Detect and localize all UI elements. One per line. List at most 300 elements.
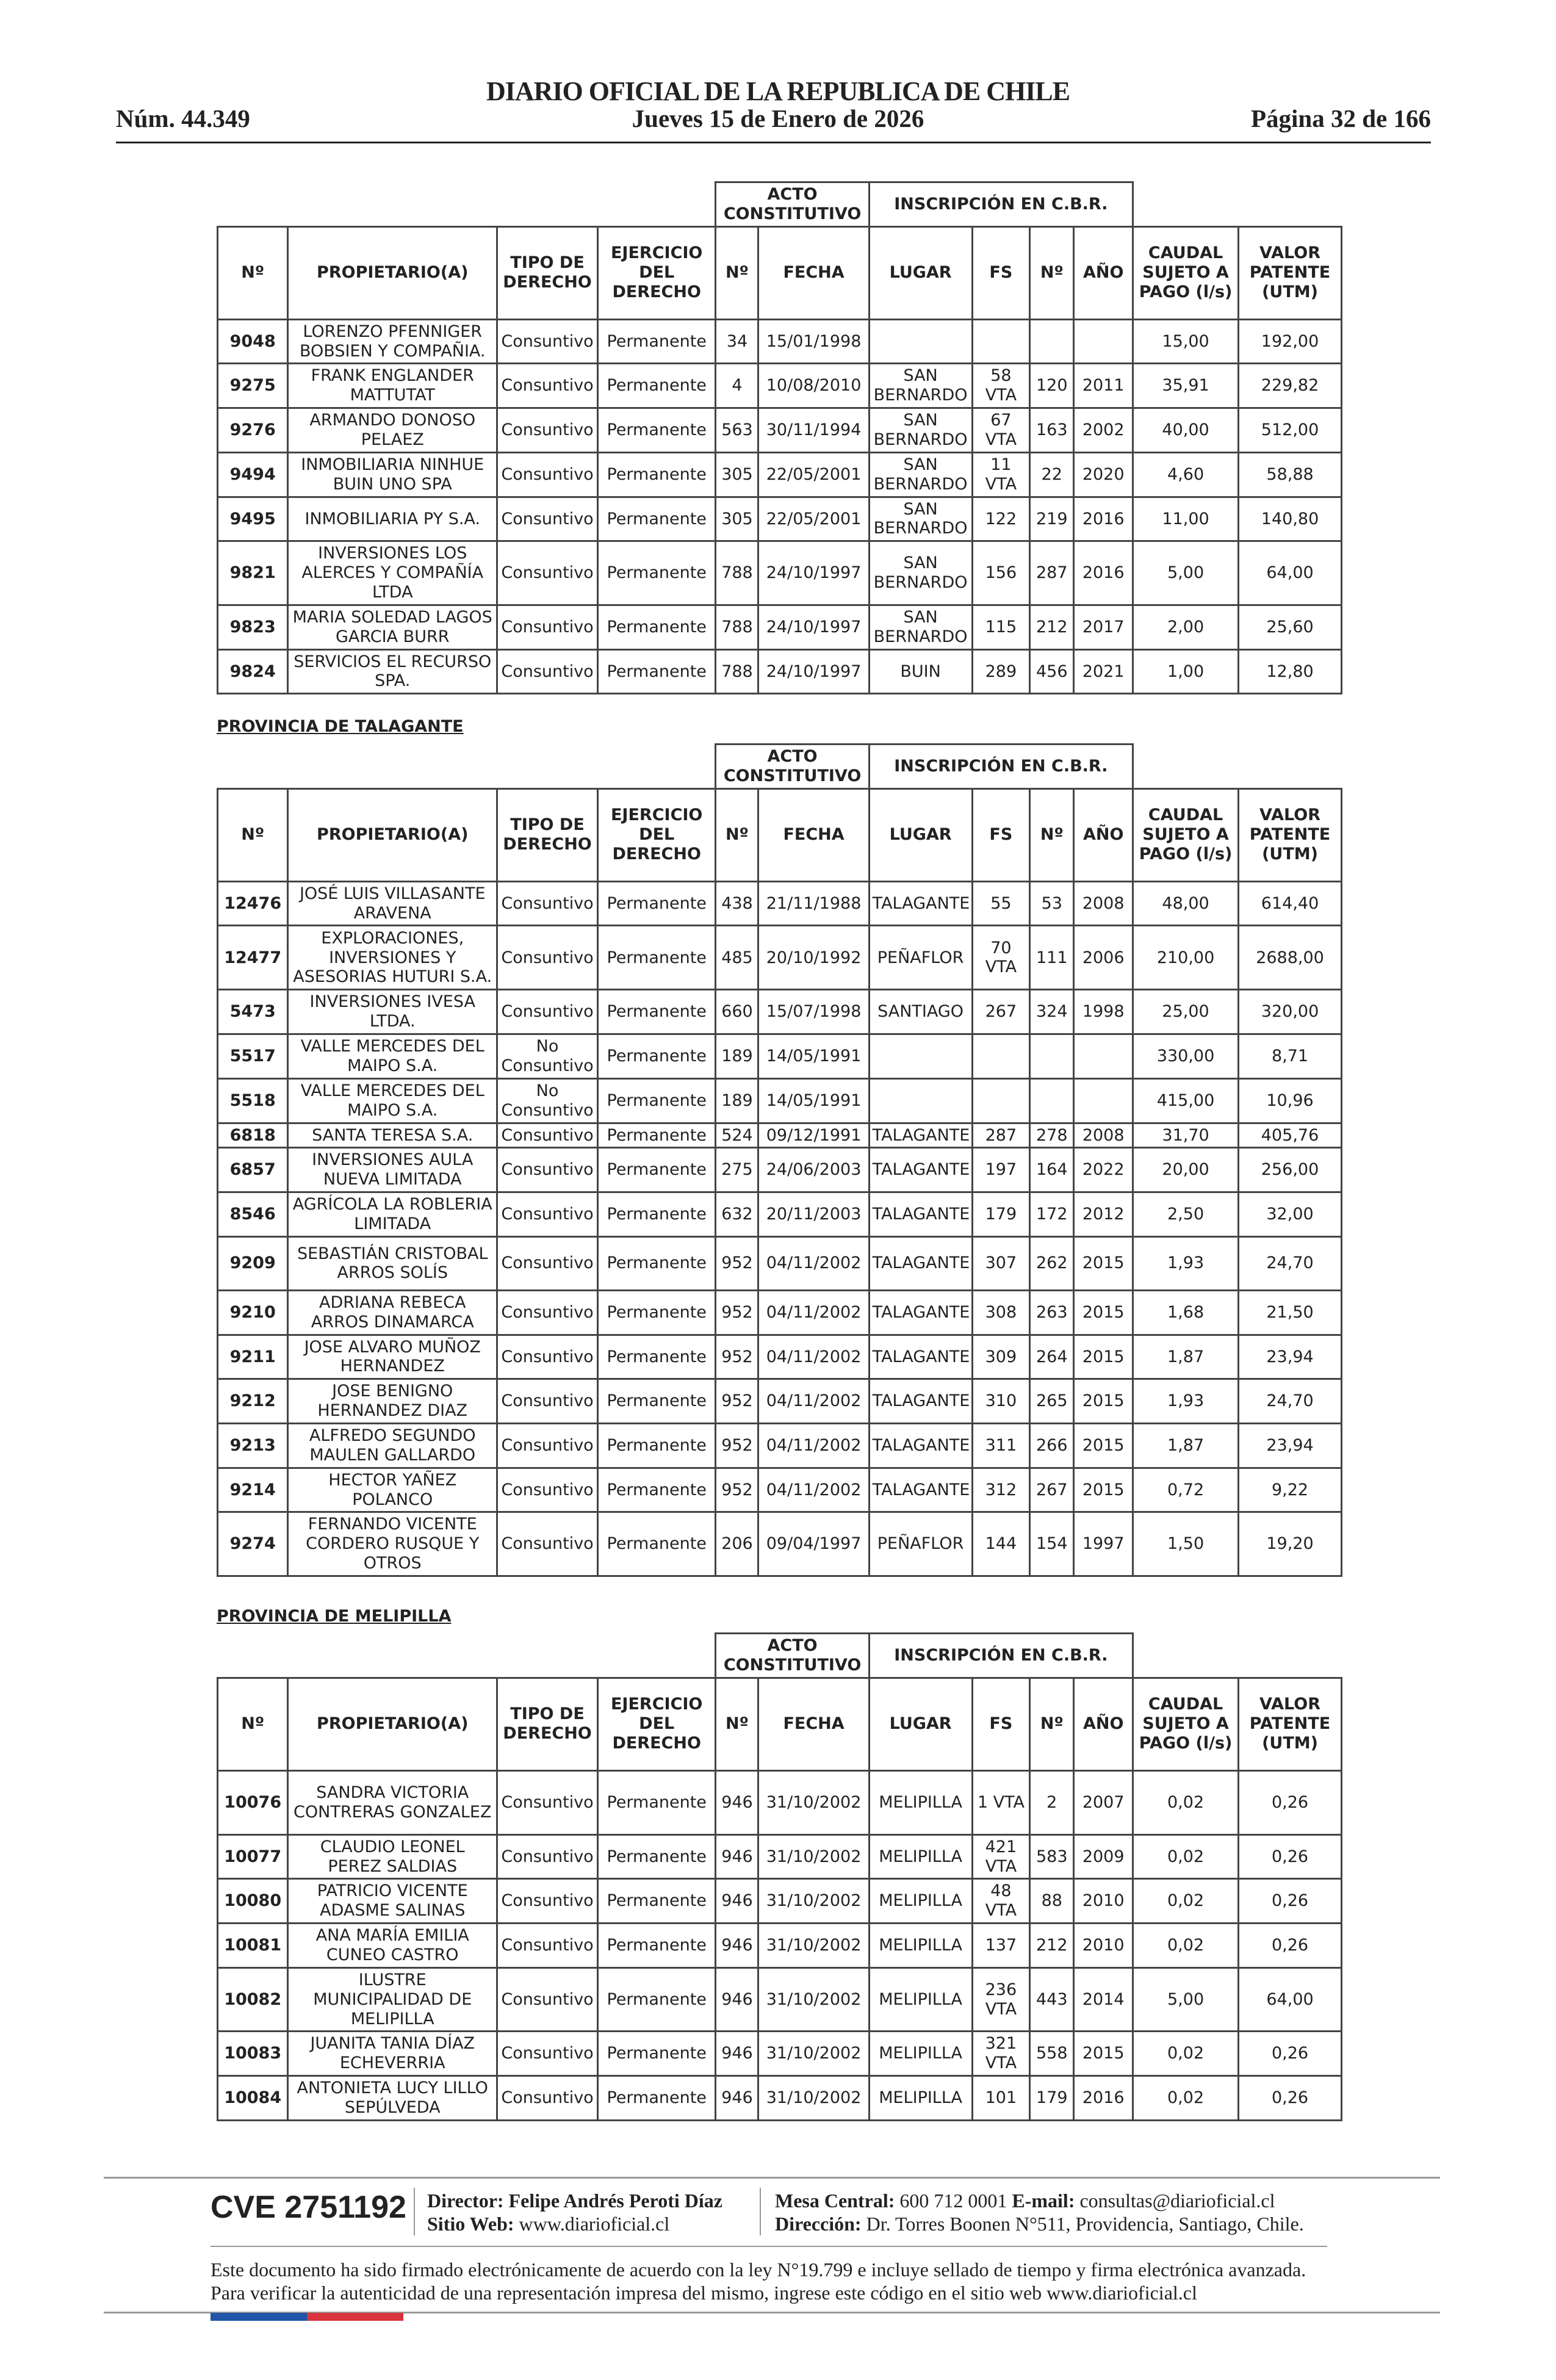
cell-exercise: Permanente bbox=[597, 1924, 716, 1968]
cell-registry-number: 264 bbox=[1030, 1335, 1074, 1379]
cell-patent-value: 0,26 bbox=[1239, 1924, 1342, 1968]
cell-exercise: Permanente bbox=[597, 881, 716, 926]
column-header-propietario: PROPIETARIO(A) bbox=[288, 788, 497, 881]
header-acto-constitutivo: ACTO CONSTITUTIVO bbox=[716, 182, 869, 227]
column-header-caudal: CAUDAL SUJETO A PAGO (l/s) bbox=[1133, 1678, 1239, 1770]
cell-owner: ILUSTRE MUNICIPALIDAD DE MELIPILLA bbox=[288, 1967, 497, 2032]
cell-right-type: Consuntivo bbox=[497, 1236, 598, 1290]
cell-year: 2022 bbox=[1074, 1148, 1133, 1192]
email-link[interactable]: consultas@diarioficial.cl bbox=[1079, 2190, 1275, 2212]
cell-number: 9274 bbox=[218, 1512, 288, 1576]
cell-exercise: Permanente bbox=[597, 1290, 716, 1335]
cell-flow: 48,00 bbox=[1133, 881, 1239, 926]
cell-place: TALAGANTE bbox=[869, 881, 972, 926]
cell-place: TALAGANTE bbox=[869, 1123, 972, 1148]
cell-date: 14/05/1991 bbox=[758, 1078, 869, 1123]
cell-place: MELIPILLA bbox=[869, 1770, 972, 1834]
cell-flow: 1,68 bbox=[1133, 1290, 1239, 1335]
header-blank bbox=[1133, 1634, 1342, 1678]
cell-year: 2017 bbox=[1074, 605, 1133, 649]
cell-number: 10082 bbox=[218, 1967, 288, 2032]
cell-place: MELIPILLA bbox=[869, 1924, 972, 1968]
cell-patent-value: 32,00 bbox=[1239, 1192, 1342, 1237]
cell-patent-value: 0,26 bbox=[1239, 1770, 1342, 1834]
column-header-lugar: LUGAR bbox=[869, 1678, 972, 1770]
cell-date: 31/10/2002 bbox=[758, 1924, 869, 1968]
table-row bbox=[218, 1123, 1342, 1148]
header-inscripcion-cbr: INSCRIPCIÓN EN C.B.R. bbox=[869, 1634, 1133, 1678]
web-link[interactable]: www.diarioficial.cl bbox=[519, 2213, 670, 2235]
cell-act-number: 788 bbox=[716, 541, 758, 605]
cell-act-number: 788 bbox=[716, 649, 758, 694]
cell-year: 2016 bbox=[1074, 497, 1133, 541]
cell-owner: FERNANDO VICENTE CORDERO RUSQUE Y OTROS bbox=[288, 1512, 497, 1576]
cell-date: 20/10/1992 bbox=[758, 926, 869, 990]
cell-number: 10076 bbox=[218, 1770, 288, 1834]
cell-right-type: Consuntivo bbox=[497, 649, 598, 694]
cell-number: 10083 bbox=[218, 2032, 288, 2076]
table-row bbox=[218, 926, 1342, 990]
cell-owner: ANA MARÍA EMILIA CUNEO CASTRO bbox=[288, 1924, 497, 1968]
cell-fs: 310 bbox=[972, 1379, 1030, 1424]
cell-exercise: Permanente bbox=[597, 1078, 716, 1123]
cell-place bbox=[869, 1034, 972, 1079]
cell-flow: 0,02 bbox=[1133, 1770, 1239, 1834]
cell-year: 2015 bbox=[1074, 1236, 1133, 1290]
cell-exercise: Permanente bbox=[597, 1512, 716, 1576]
cell-right-type: Consuntivo bbox=[497, 990, 598, 1034]
table-row bbox=[218, 1078, 1342, 1123]
cell-date: 15/01/1998 bbox=[758, 319, 869, 364]
cell-act-number: 275 bbox=[716, 1148, 758, 1192]
cell-exercise: Permanente bbox=[597, 605, 716, 649]
email-label: E-mail: bbox=[1012, 2190, 1075, 2212]
cell-registry-number: 163 bbox=[1030, 408, 1074, 453]
legal-notice: Este documento ha sido firmado electrónicamente de acuerdo con la ley N°19.799 e incluye sellado de tiempo y firma electrónica avanzada. Para verificar la autenticidad de una representación impresa del mismo, ingrese este código en el sitio web www.diarioficial.cl bbox=[211, 2259, 1306, 2304]
director-name: Felipe Andrés Peroti Díaz bbox=[508, 2190, 722, 2212]
cell-year: 2010 bbox=[1074, 1879, 1133, 1924]
column-header-fecha: FECHA bbox=[758, 1678, 869, 1770]
cell-date: 15/07/1998 bbox=[758, 990, 869, 1034]
mesa-phone: 600 712 0001 bbox=[899, 2190, 1007, 2212]
cell-right-type: Consuntivo bbox=[497, 1148, 598, 1192]
table-row bbox=[218, 1924, 1342, 1968]
cell-registry-number: 265 bbox=[1030, 1379, 1074, 1424]
cell-place: SAN BERNARDO bbox=[869, 541, 972, 605]
column-header-caudal: CAUDAL SUJETO A PAGO (l/s) bbox=[1133, 788, 1239, 881]
cell-fs: 101 bbox=[972, 2076, 1030, 2121]
cell-place: PEÑAFLOR bbox=[869, 926, 972, 990]
cell-fs: 267 bbox=[972, 990, 1030, 1034]
cell-flow: 0,02 bbox=[1133, 2076, 1239, 2121]
cell-year: 2015 bbox=[1074, 1468, 1133, 1512]
cell-fs: 115 bbox=[972, 605, 1030, 649]
table-row bbox=[218, 1034, 1342, 1079]
cell-patent-value: 64,00 bbox=[1239, 541, 1342, 605]
cell-flow: 40,00 bbox=[1133, 408, 1239, 453]
cell-number: 10077 bbox=[218, 1834, 288, 1879]
cell-number: 9495 bbox=[218, 497, 288, 541]
cell-registry-number: 456 bbox=[1030, 649, 1074, 694]
cell-place: MELIPILLA bbox=[869, 1967, 972, 2032]
cell-fs: 122 bbox=[972, 497, 1030, 541]
cell-year: 2016 bbox=[1074, 541, 1133, 605]
cell-act-number: 946 bbox=[716, 2032, 758, 2076]
column-header-insc_n: Nº bbox=[1030, 226, 1074, 319]
cell-date: 30/11/1994 bbox=[758, 408, 869, 453]
cell-patent-value: 0,26 bbox=[1239, 1879, 1342, 1924]
cell-date: 14/05/1991 bbox=[758, 1034, 869, 1079]
cell-registry-number: 120 bbox=[1030, 364, 1074, 408]
cell-fs: 48 VTA bbox=[972, 1879, 1030, 1924]
cell-registry-number: 22 bbox=[1030, 452, 1074, 497]
cell-right-type: Consuntivo bbox=[497, 1770, 598, 1834]
registry-table-1 bbox=[217, 181, 1342, 694]
cell-exercise: Permanente bbox=[597, 452, 716, 497]
cell-flow: 1,50 bbox=[1133, 1512, 1239, 1576]
column-header-tipo: TIPO DE DERECHO bbox=[497, 1678, 598, 1770]
cell-registry-number: 278 bbox=[1030, 1123, 1074, 1148]
footer-rule-top bbox=[104, 2177, 1440, 2179]
cell-owner: SEBASTIÁN CRISTOBAL ARROS SOLÍS bbox=[288, 1236, 497, 1290]
cell-right-type: Consuntivo bbox=[497, 2032, 598, 2076]
cell-place: SANTIAGO bbox=[869, 990, 972, 1034]
footer-separator bbox=[414, 2188, 415, 2235]
cell-date: 21/11/1988 bbox=[758, 881, 869, 926]
cell-flow: 15,00 bbox=[1133, 319, 1239, 364]
column-header-fecha: FECHA bbox=[758, 788, 869, 881]
cell-number: 8546 bbox=[218, 1192, 288, 1237]
cell-patent-value: 405,76 bbox=[1239, 1123, 1342, 1148]
cell-exercise: Permanente bbox=[597, 1148, 716, 1192]
cell-patent-value: 256,00 bbox=[1239, 1148, 1342, 1192]
cell-fs: 321 VTA bbox=[972, 2032, 1030, 2076]
cell-flow: 210,00 bbox=[1133, 926, 1239, 990]
cell-act-number: 563 bbox=[716, 408, 758, 453]
cell-place: TALAGANTE bbox=[869, 1192, 972, 1237]
cell-act-number: 952 bbox=[716, 1290, 758, 1335]
table-row bbox=[218, 1148, 1342, 1192]
header-acto-constitutivo: ACTO CONSTITUTIVO bbox=[716, 1634, 869, 1678]
cell-right-type: Consuntivo bbox=[497, 2076, 598, 2121]
column-header-valor: VALOR PATENTE (UTM) bbox=[1239, 788, 1342, 881]
cell-fs: 70 VTA bbox=[972, 926, 1030, 990]
cell-right-type: Consuntivo bbox=[497, 1123, 598, 1148]
cell-registry-number: 164 bbox=[1030, 1148, 1074, 1192]
flag-stripe-red bbox=[307, 2313, 403, 2321]
cell-place: SAN BERNARDO bbox=[869, 452, 972, 497]
cell-date: 04/11/2002 bbox=[758, 1236, 869, 1290]
cell-number: 9212 bbox=[218, 1379, 288, 1424]
cell-year: 2002 bbox=[1074, 408, 1133, 453]
cell-patent-value: 0,26 bbox=[1239, 2032, 1342, 2076]
cell-patent-value: 24,70 bbox=[1239, 1236, 1342, 1290]
cell-year: 2015 bbox=[1074, 1335, 1133, 1379]
cell-right-type: Consuntivo bbox=[497, 452, 598, 497]
cell-patent-value: 58,88 bbox=[1239, 452, 1342, 497]
cell-act-number: 946 bbox=[716, 2076, 758, 2121]
cell-exercise: Permanente bbox=[597, 1770, 716, 1834]
cell-exercise: Permanente bbox=[597, 1123, 716, 1148]
column-header-insc_n: Nº bbox=[1030, 788, 1074, 881]
page-number: Página 32 de 166 bbox=[1251, 104, 1431, 132]
cell-right-type: Consuntivo bbox=[497, 541, 598, 605]
cell-place: TALAGANTE bbox=[869, 1148, 972, 1192]
cell-year: 2015 bbox=[1074, 2032, 1133, 2076]
cell-owner: INVERSIONES IVESA LTDA. bbox=[288, 990, 497, 1034]
cell-flow: 4,60 bbox=[1133, 452, 1239, 497]
cell-flow: 31,70 bbox=[1133, 1123, 1239, 1148]
cell-exercise: Permanente bbox=[597, 1424, 716, 1468]
cell-right-type: Consuntivo bbox=[497, 1468, 598, 1512]
cell-place: SAN BERNARDO bbox=[869, 364, 972, 408]
footer-contact-block bbox=[775, 2189, 1304, 2235]
cell-act-number: 189 bbox=[716, 1078, 758, 1123]
issue-number: Núm. 44.349 bbox=[116, 104, 250, 132]
cell-patent-value: 9,22 bbox=[1239, 1468, 1342, 1512]
cell-year: 2020 bbox=[1074, 452, 1133, 497]
cell-flow: 0,02 bbox=[1133, 2032, 1239, 2076]
cell-date: 31/10/2002 bbox=[758, 2076, 869, 2121]
cell-fs: 312 bbox=[972, 1468, 1030, 1512]
cell-date: 24/10/1997 bbox=[758, 605, 869, 649]
province-heading-melipilla: PROVINCIA DE MELIPILLA bbox=[217, 1607, 452, 1626]
table-row bbox=[218, 408, 1342, 453]
cell-date: 31/10/2002 bbox=[758, 1879, 869, 1924]
table-row bbox=[218, 2076, 1342, 2121]
cell-fs bbox=[972, 319, 1030, 364]
address: Dr. Torres Boonen N°511, Providencia, Santiago, Chile. bbox=[866, 2213, 1304, 2235]
cell-patent-value: 320,00 bbox=[1239, 990, 1342, 1034]
cell-number: 5517 bbox=[218, 1034, 288, 1079]
cell-exercise: Permanente bbox=[597, 497, 716, 541]
cell-year bbox=[1074, 1078, 1133, 1123]
cell-number: 12477 bbox=[218, 926, 288, 990]
cell-date: 24/10/1997 bbox=[758, 541, 869, 605]
cell-patent-value: 24,70 bbox=[1239, 1379, 1342, 1424]
header-rule bbox=[116, 142, 1431, 143]
cell-act-number: 632 bbox=[716, 1192, 758, 1237]
cell-flow: 0,02 bbox=[1133, 1924, 1239, 1968]
cell-fs: 236 VTA bbox=[972, 1967, 1030, 2032]
cell-number: 9214 bbox=[218, 1468, 288, 1512]
cell-act-number: 485 bbox=[716, 926, 758, 990]
cell-date: 31/10/2002 bbox=[758, 1834, 869, 1879]
column-header-ejercicio: EJERCICIO DEL DERECHO bbox=[597, 1678, 716, 1770]
cell-place bbox=[869, 319, 972, 364]
cell-place: TALAGANTE bbox=[869, 1379, 972, 1424]
table-row bbox=[218, 605, 1342, 649]
cell-place: PEÑAFLOR bbox=[869, 1512, 972, 1576]
cell-fs: 137 bbox=[972, 1924, 1030, 1968]
registry-table-3 bbox=[217, 1632, 1342, 2121]
column-header-valor: VALOR PATENTE (UTM) bbox=[1239, 226, 1342, 319]
cell-owner: PATRICIO VICENTE ADASME SALINAS bbox=[288, 1879, 497, 1924]
cell-exercise: Permanente bbox=[597, 541, 716, 605]
cell-owner: VALLE MERCEDES DEL MAIPO S.A. bbox=[288, 1078, 497, 1123]
cell-owner: JOSE ALVARO MUÑOZ HERNANDEZ bbox=[288, 1335, 497, 1379]
cell-act-number: 946 bbox=[716, 1770, 758, 1834]
cell-number: 9276 bbox=[218, 408, 288, 453]
table-row bbox=[218, 649, 1342, 694]
cell-fs: 156 bbox=[972, 541, 1030, 605]
table-row bbox=[218, 1192, 1342, 1237]
cell-right-type: Consuntivo bbox=[497, 1335, 598, 1379]
table-row bbox=[218, 1879, 1342, 1924]
cell-owner: VALLE MERCEDES DEL MAIPO S.A. bbox=[288, 1034, 497, 1079]
cell-registry-number: 2 bbox=[1030, 1770, 1074, 1834]
cell-owner: ARMANDO DONOSO PELAEZ bbox=[288, 408, 497, 453]
cell-year: 2010 bbox=[1074, 1924, 1133, 1968]
cell-date: 09/04/1997 bbox=[758, 1512, 869, 1576]
cell-exercise: Permanente bbox=[597, 926, 716, 990]
cell-flow: 2,50 bbox=[1133, 1192, 1239, 1237]
cell-place: SAN BERNARDO bbox=[869, 497, 972, 541]
cell-year: 2015 bbox=[1074, 1424, 1133, 1468]
cell-flow: 11,00 bbox=[1133, 497, 1239, 541]
mesa-label: Mesa Central: bbox=[775, 2190, 895, 2212]
header-blank bbox=[1133, 745, 1342, 789]
cell-registry-number: 154 bbox=[1030, 1512, 1074, 1576]
table-row bbox=[218, 2032, 1342, 2076]
director-label: Director: bbox=[427, 2190, 504, 2212]
cell-owner: INVERSIONES AULA NUEVA LIMITADA bbox=[288, 1148, 497, 1192]
cell-number: 9213 bbox=[218, 1424, 288, 1468]
cell-number: 6818 bbox=[218, 1123, 288, 1148]
cell-registry-number: 324 bbox=[1030, 990, 1074, 1034]
cell-owner: MARIA SOLEDAD LAGOS GARCIA BURR bbox=[288, 605, 497, 649]
cell-fs: 197 bbox=[972, 1148, 1030, 1192]
cell-fs bbox=[972, 1078, 1030, 1123]
cell-place: MELIPILLA bbox=[869, 1879, 972, 1924]
cell-act-number: 438 bbox=[716, 881, 758, 926]
flag-stripe-blue bbox=[211, 2313, 307, 2321]
cell-registry-number: 179 bbox=[1030, 2076, 1074, 2121]
cell-registry-number: 212 bbox=[1030, 605, 1074, 649]
cell-exercise: Permanente bbox=[597, 2032, 716, 2076]
cell-right-type: Consuntivo bbox=[497, 319, 598, 364]
column-header-tipo: TIPO DE DERECHO bbox=[497, 226, 598, 319]
cell-place: TALAGANTE bbox=[869, 1236, 972, 1290]
cell-patent-value: 229,82 bbox=[1239, 364, 1342, 408]
cell-year: 2015 bbox=[1074, 1379, 1133, 1424]
cell-act-number: 946 bbox=[716, 1967, 758, 2032]
cell-year bbox=[1074, 1034, 1133, 1079]
column-header-lugar: LUGAR bbox=[869, 226, 972, 319]
cell-owner: ADRIANA REBECA ARROS DINAMARCA bbox=[288, 1290, 497, 1335]
cell-registry-number: 443 bbox=[1030, 1967, 1074, 2032]
cell-exercise: Permanente bbox=[597, 1468, 716, 1512]
cell-date: 22/05/2001 bbox=[758, 497, 869, 541]
cell-fs: 289 bbox=[972, 649, 1030, 694]
header-blank bbox=[218, 182, 716, 227]
registry-table-2 bbox=[217, 743, 1342, 1577]
cell-exercise: Permanente bbox=[597, 408, 716, 453]
cell-place: TALAGANTE bbox=[869, 1335, 972, 1379]
cell-number: 9823 bbox=[218, 605, 288, 649]
cell-right-type: Consuntivo bbox=[497, 364, 598, 408]
cell-owner: INVERSIONES LOS ALERCES Y COMPAÑÍA LTDA bbox=[288, 541, 497, 605]
cell-right-type: Consuntivo bbox=[497, 408, 598, 453]
cell-owner: ALFREDO SEGUNDO MAULEN GALLARDO bbox=[288, 1424, 497, 1468]
table-row bbox=[218, 1770, 1342, 1834]
cell-date: 31/10/2002 bbox=[758, 2032, 869, 2076]
cell-fs: 55 bbox=[972, 881, 1030, 926]
cell-right-type: Consuntivo bbox=[497, 1379, 598, 1424]
cell-year: 2008 bbox=[1074, 1123, 1133, 1148]
cell-date: 31/10/2002 bbox=[758, 1770, 869, 1834]
cell-act-number: 305 bbox=[716, 452, 758, 497]
column-header-caudal: CAUDAL SUJETO A PAGO (l/s) bbox=[1133, 226, 1239, 319]
cell-patent-value: 21,50 bbox=[1239, 1290, 1342, 1335]
cell-place: TALAGANTE bbox=[869, 1424, 972, 1468]
table-row bbox=[218, 990, 1342, 1034]
column-header-valor: VALOR PATENTE (UTM) bbox=[1239, 1678, 1342, 1770]
cell-date: 04/11/2002 bbox=[758, 1335, 869, 1379]
cell-year bbox=[1074, 319, 1133, 364]
cell-right-type: Consuntivo bbox=[497, 926, 598, 990]
cell-exercise: Permanente bbox=[597, 2076, 716, 2121]
cell-year: 1997 bbox=[1074, 1512, 1133, 1576]
cell-flow: 1,00 bbox=[1133, 649, 1239, 694]
cell-place: TALAGANTE bbox=[869, 1290, 972, 1335]
column-header-fs: FS bbox=[972, 788, 1030, 881]
table-row bbox=[218, 1335, 1342, 1379]
cell-act-number: 946 bbox=[716, 1834, 758, 1879]
cell-date: 31/10/2002 bbox=[758, 1967, 869, 2032]
footer-rule-mid bbox=[211, 2246, 1327, 2247]
cell-exercise: Permanente bbox=[597, 649, 716, 694]
cell-registry-number: 287 bbox=[1030, 541, 1074, 605]
cell-flow: 1,93 bbox=[1133, 1379, 1239, 1424]
cell-owner: JUANITA TANIA DÍAZ ECHEVERRIA bbox=[288, 2032, 497, 2076]
cell-exercise: Permanente bbox=[597, 364, 716, 408]
cell-date: 22/05/2001 bbox=[758, 452, 869, 497]
column-header-insc_n: Nº bbox=[1030, 1678, 1074, 1770]
cell-date: 04/11/2002 bbox=[758, 1379, 869, 1424]
cell-date: 04/11/2002 bbox=[758, 1468, 869, 1512]
cell-act-number: 34 bbox=[716, 319, 758, 364]
footer-separator bbox=[760, 2188, 761, 2235]
cell-patent-value: 192,00 bbox=[1239, 319, 1342, 364]
publication-title: DIARIO OFICIAL DE LA REPUBLICA DE CHILE bbox=[486, 76, 1070, 106]
header-inscripcion-cbr: INSCRIPCIÓN EN C.B.R. bbox=[869, 745, 1133, 789]
cell-act-number: 189 bbox=[716, 1034, 758, 1079]
cell-right-type: Consuntivo bbox=[497, 881, 598, 926]
cell-flow: 25,00 bbox=[1133, 990, 1239, 1034]
column-header-ejercicio: EJERCICIO DEL DERECHO bbox=[597, 788, 716, 881]
table-row bbox=[218, 541, 1342, 605]
cell-owner: ANTONIETA LUCY LILLO SEPÚLVEDA bbox=[288, 2076, 497, 2121]
cell-flow: 1,93 bbox=[1133, 1236, 1239, 1290]
cell-fs: 67 VTA bbox=[972, 408, 1030, 453]
table-row bbox=[218, 1967, 1342, 2032]
cell-patent-value: 0,26 bbox=[1239, 2076, 1342, 2121]
table-row bbox=[218, 1379, 1342, 1424]
cell-right-type: Consuntivo bbox=[497, 605, 598, 649]
cell-exercise: Permanente bbox=[597, 1034, 716, 1079]
cell-act-number: 946 bbox=[716, 1879, 758, 1924]
cell-patent-value: 19,20 bbox=[1239, 1512, 1342, 1576]
cell-patent-value: 23,94 bbox=[1239, 1424, 1342, 1468]
cell-place: BUIN bbox=[869, 649, 972, 694]
cell-date: 04/11/2002 bbox=[758, 1290, 869, 1335]
cell-flow: 0,72 bbox=[1133, 1468, 1239, 1512]
cell-place: SAN BERNARDO bbox=[869, 408, 972, 453]
cell-owner: SERVICIOS EL RECURSO SPA. bbox=[288, 649, 497, 694]
cell-owner: JOSE BENIGNO HERNANDEZ DIAZ bbox=[288, 1379, 497, 1424]
cell-flow: 1,87 bbox=[1133, 1335, 1239, 1379]
